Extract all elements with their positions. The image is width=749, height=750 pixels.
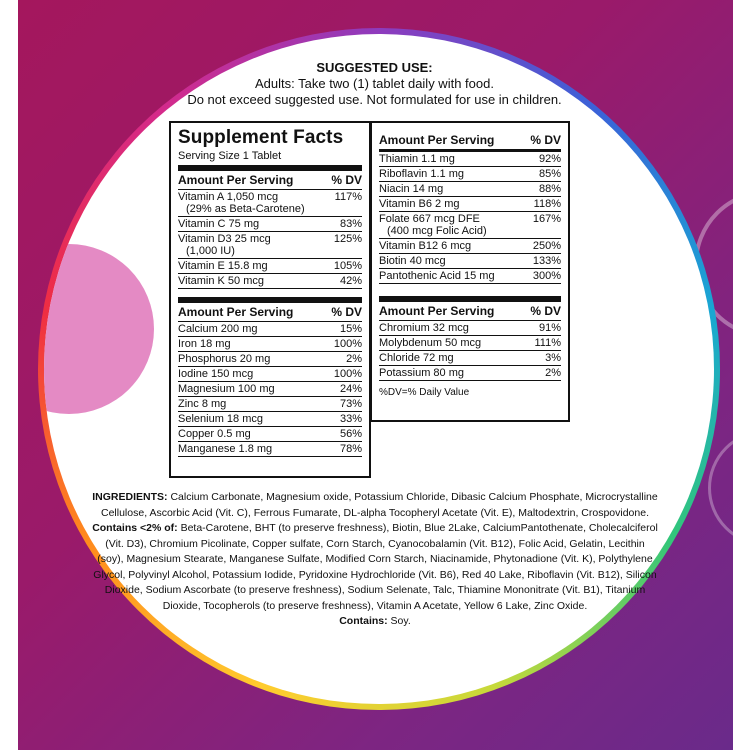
suggested-use-warning: Do not exceed suggested use. Not formulated for use in children. <box>187 92 562 107</box>
nutrient-amount: Copper 0.5 mg <box>178 428 251 440</box>
nutrient-note: (1,000 IU) <box>186 245 235 257</box>
nutrient-row <box>178 427 362 442</box>
nutrient-amount: Molybdenum 50 mcg <box>379 337 482 349</box>
suggested-use-line: Adults: Take two (1) tablet daily with food. <box>255 76 494 91</box>
nutrient-row <box>379 212 561 239</box>
nutrient-row <box>379 167 561 182</box>
nutrient-amount: Vitamin A 1,050 mcg (29% as Beta-Carotene) <box>178 191 305 215</box>
suggested-use <box>0 60 749 108</box>
contains-less-than-label: Contains <2% of: <box>92 522 178 534</box>
nutrient-amount: Niacin 14 mg <box>379 183 444 195</box>
nutrient-amount: Manganese 1.8 mg <box>178 443 273 455</box>
nutrient-amount: Selenium 18 mcg <box>178 413 263 425</box>
nutrient-dv: 118% <box>533 198 561 210</box>
nutrient-dv: 83% <box>339 218 362 230</box>
nutrient-row <box>379 351 561 366</box>
nutrient-amount: Vitamin B6 2 mg <box>379 198 460 210</box>
nutrient-row <box>178 259 362 274</box>
nutrient-amount: Pantothenic Acid 15 mg <box>379 270 495 282</box>
suggested-use-heading: SUGGESTED USE: <box>316 60 433 75</box>
nutrient-dv: 78% <box>339 443 362 455</box>
ingredients-block <box>92 490 658 630</box>
nutrient-dv: 105% <box>333 260 362 272</box>
nutrient-dv: 111% <box>534 337 561 349</box>
nutrient-row <box>178 190 362 217</box>
nutrient-amount: Vitamin K 50 mcg <box>178 275 265 287</box>
supplement-facts-title: Supplement Facts <box>178 127 344 148</box>
nutrient-row <box>178 232 362 259</box>
nutrient-row <box>379 182 561 197</box>
nutrient-amount: Potassium 80 mg <box>379 367 464 379</box>
nutrient-dv: 2% <box>545 367 561 379</box>
nutrient-row <box>178 412 362 427</box>
nutrient-row <box>379 321 561 336</box>
nutrient-amount: Vitamin D3 25 mcg (1,000 IU) <box>178 233 271 257</box>
nutrient-amount: Zinc 8 mg <box>178 398 227 410</box>
allergen-label: Contains: <box>339 615 388 627</box>
nutrient-row <box>379 269 561 284</box>
nutrient-dv: 167% <box>532 213 561 225</box>
nutrient-amount: Folate 667 mcg DFE (400 mcg Folic Acid) <box>379 213 487 237</box>
daily-value-note: %DV=% Daily Value <box>379 387 470 398</box>
nutrient-amount: Biotin 40 mcg <box>379 255 446 267</box>
nutrient-row <box>178 322 362 337</box>
nutrient-dv: 250% <box>532 240 561 252</box>
nutrient-row <box>178 274 362 289</box>
nutrient-row <box>379 239 561 254</box>
serving-size: Serving Size 1 Tablet <box>178 150 282 162</box>
nutrient-row <box>379 152 561 167</box>
nutrient-row <box>178 382 362 397</box>
nutrient-dv: 33% <box>339 413 362 425</box>
nutrient-row <box>178 397 362 412</box>
nutrient-dv: 300% <box>532 270 561 282</box>
nutrient-dv: 133% <box>532 255 561 267</box>
nutrient-amount: Phosphorus 20 mg <box>178 353 271 365</box>
nutrient-dv: 73% <box>339 398 362 410</box>
nutrient-row <box>379 366 561 381</box>
nutrient-row <box>178 337 362 352</box>
nutrient-dv: 24% <box>339 383 362 395</box>
nutrient-dv: 15% <box>339 323 362 335</box>
supplement-facts-left-panel <box>169 121 371 478</box>
nutrient-amount: Calcium 200 mg <box>178 323 258 335</box>
nutrient-row <box>178 367 362 382</box>
nutrient-amount: Vitamin B12 6 mcg <box>379 240 472 252</box>
table-header: Amount Per Serving % DV <box>379 302 561 321</box>
nutrient-dv: 100% <box>333 368 362 380</box>
supplement-facts-right-panel <box>370 121 570 422</box>
nutrient-dv: 100% <box>333 338 362 350</box>
nutrient-dv: 117% <box>334 191 362 203</box>
nutrient-amount: Magnesium 100 mg <box>178 383 275 395</box>
nutrient-amount: Chloride 72 mg <box>379 352 454 364</box>
nutrient-dv: 2% <box>346 353 362 365</box>
ingredients-minor: Beta-Carotene, BHT (to preserve freshness), Biotin, Blue 2Lake, CalciumPantothenate, Cholecalciferol (Vit. D3), Chromium Picolinate, Copper sulfate, Corn Starch, Cyanocobalamin (Vit. B12), Folic Acid, Gelatin, Lecithin (soy), Magnesium Stearate, Manganese Sulfate, Modified Corn Starch, Niacinamide, Phytonadione (Vit. K), Polythylene Glycol, Polyvinyl Alcohol, Potassium Iodide, Pyridoxine Hydrochloride (Vit. B6), Red 40 Lake, Riboflavin (Vit. B12), Silicon Dioxide, Sodium Ascorbate (to preserve freshness), Sodium Selenate, Talc, Thiamine Mononitrate (Vit. B1), Titanium Dioxide, Tocopherols (to preserve freshness), Vitamin A Acetate, Yellow 6 Lake, Zinc Oxide. <box>93 522 658 612</box>
nutrient-row <box>178 442 362 457</box>
nutrient-row <box>379 254 561 269</box>
nutrient-amount: Riboflavin 1.1 mg <box>379 168 464 180</box>
nutrient-amount: Thiamin 1.1 mg <box>379 153 455 165</box>
nutrient-amount: Vitamin C 75 mg <box>178 218 260 230</box>
nutrient-dv: 3% <box>545 352 561 364</box>
ingredients-main: Calcium Carbonate, Magnesium oxide, Potassium Chloride, Dibasic Calcium Phosphate, Microcrystalline Cellulose, Ascorbic Acid (Vit. C), Ferrous Fumarate, DL-alpha Tocopheryl Acetate (Vit. E), Maltodextrin, Crospovidone. <box>101 491 658 519</box>
nutrient-dv: 88% <box>538 183 561 195</box>
nutrient-row <box>178 217 362 232</box>
nutrient-dv: 91% <box>538 322 561 334</box>
table-header: Amount Per Serving % DV <box>178 303 362 322</box>
table-header: Amount Per Serving % DV <box>379 131 561 152</box>
nutrient-amount: Vitamin E 15.8 mg <box>178 260 268 272</box>
nutrient-amount: Chromium 32 mcg <box>379 322 469 334</box>
nutrient-amount: Iron 18 mg <box>178 338 231 350</box>
ingredients-label: INGREDIENTS: <box>92 491 168 503</box>
decorative-circle <box>708 430 733 546</box>
nutrient-amount: Iodine 150 mcg <box>178 368 254 380</box>
nutrient-dv: 42% <box>339 275 362 287</box>
nutrient-dv: 56% <box>339 428 362 440</box>
allergen-text: Soy. <box>390 615 411 627</box>
table-header: Amount Per Serving % DV <box>178 171 362 190</box>
nutrient-row <box>178 352 362 367</box>
nutrient-dv: 125% <box>333 233 362 245</box>
nutrient-row <box>379 197 561 212</box>
nutrient-note: (400 mcg Folic Acid) <box>387 225 487 237</box>
nutrient-note: (29% as Beta-Carotene) <box>186 203 305 215</box>
nutrient-row <box>379 336 561 351</box>
pink-accent-shape <box>44 244 154 414</box>
nutrient-dv: 92% <box>538 153 561 165</box>
nutrient-dv: 85% <box>538 168 561 180</box>
